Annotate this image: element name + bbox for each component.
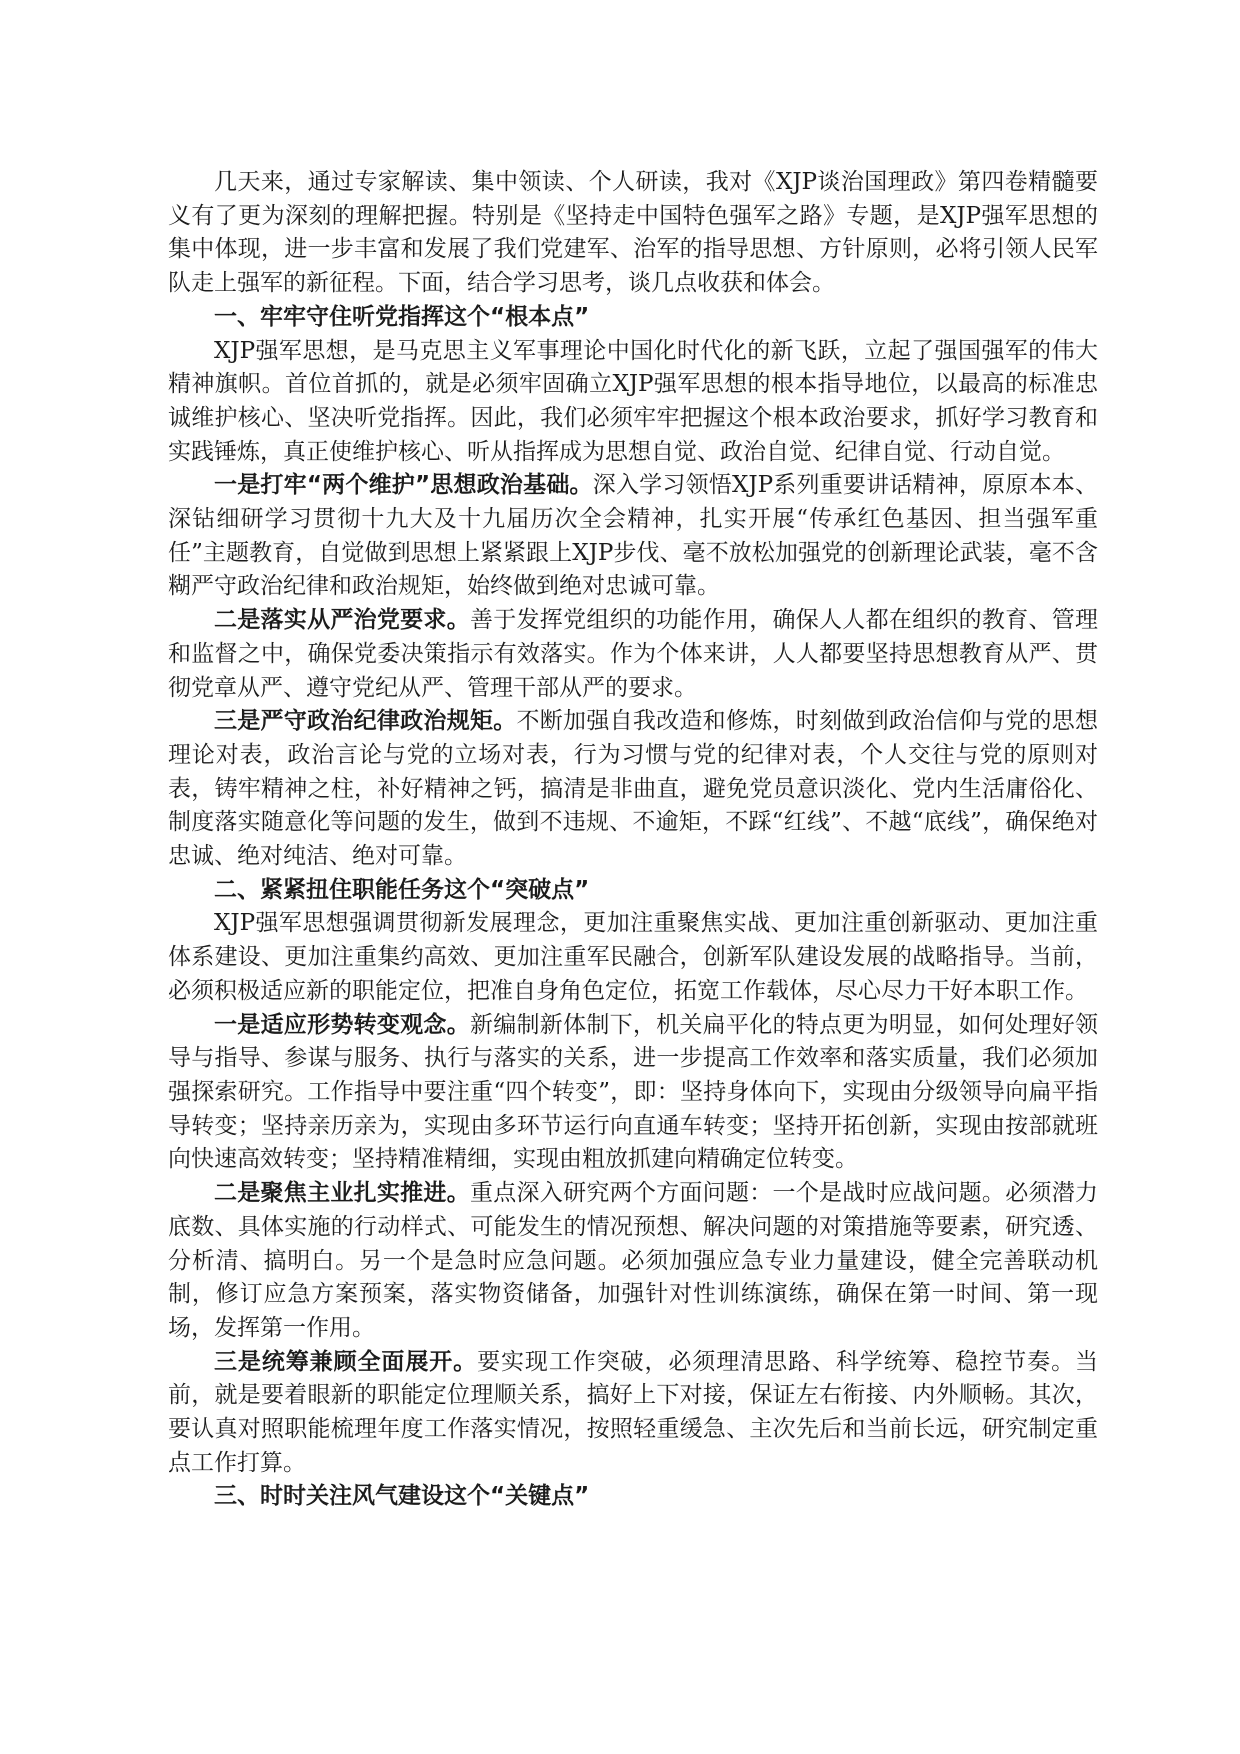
point-text: 新编制新体制下，机关扁平化的特点更为明显，如何处理好领导与指导、参谋与服务、执行与落实的关系，进一步提高工作效率和落实质量，我们必须加强探索研究。工作指导中要注重“四个转变”，即：坚持身体向下，实现由分级领导向扁平指导转变；坚持亲历亲为，实现由多环节运行向直通车转变；坚持开拓创新，实现由按部就班向快速高效转变；坚持精准精细，实现由粗放抓建向精确定位转变。 [168,1011,1099,1173]
point-paragraph [168,1346,1098,1481]
section-body-2: XJP强军思想强调贯彻新发展理念，更加注重聚焦实战、更加注重创新驱动、更加注重体系建设、更加注重集约高效、更加注重军民融合，创新军队建设发展的战略指导。当前，必须积极适应新的职能定位，把准自身角色定位，拓宽工作载体，尽心尽力干好本职工作。 [168,910,1098,1004]
point-lead: 二是聚焦主业扎实推进。 [214,1180,470,1207]
point-text: 要实现工作突破，必须理清思路、科学统筹、稳控节奏。当前，就是要着眼新的职能定位理顺关系，搞好上下对接，保证左右衔接、内外顺畅。其次，要认真对照职能梳理年度工作落实情况，按照轻重缓急、主次先后和当前长远，研究制定重点工作打算。 [168,1348,1099,1476]
section-body-1: XJP强军思想，是马克思主义军事理论中国化时代化的新飞跃，立起了强国强军的伟大精神旗帜。首位首抓的，就是必须牢固确立XJP强军思想的根本指导地位，以最高的标准忠诚维护核心、坚决听党指挥。因此，我们必须牢牢把握这个根本政治要求，抓好学习教育和实践锤炼，真正使维护核心、听从指挥成为思想自觉、政治自觉、纪律自觉、行动自觉。 [168,337,1098,465]
point-text: 深入学习领悟XJP系列重要讲话精神，原原本本、深钻细研学习贯彻十九大及十九届历次全会精神，扎实开展“传承红色基因、担当强军重任”主题教育，自觉做到思想上紧紧跟上XJP步伐、毫不放松加强党的创新理论武装，毫不含糊严守政治纪律和政治规矩，始终做到绝对忠诚可靠。 [168,472,1098,600]
point-paragraph [168,705,1098,874]
point-paragraph [168,1009,1098,1178]
section-heading-1: 一、牢牢守住听党指挥这个“根本点” [214,303,590,330]
point-lead: 一是打牢“两个维护”思想政治基础。 [214,472,593,499]
point-paragraph [168,604,1098,705]
point-lead: 三是严守政治纪律政治规矩。 [214,708,517,735]
point-lead: 二是落实从严治党要求。 [214,607,470,634]
point-paragraph [168,469,1098,604]
section-heading-3: 三、时时关注风气建设这个“关键点” [214,1483,590,1510]
intro-paragraph: 几天来，通过专家解读、集中领读、个人研读，我对《XJP谈治国理政》第四卷精髓要义有了更为深刻的理解把握。特别是《坚持走中国特色强军之路》专题，是XJP强军思想的集中体现，进一步丰富和发展了我们党建军、治军的指导思想、方针原则，必将引领人民军队走上强军的新征程。下面，结合学习思考，谈几点收获和体会。 [168,169,1098,297]
document-page [168,166,1098,1514]
point-lead: 一是适应形势转变观念。 [214,1011,470,1038]
point-paragraph [168,1177,1098,1346]
point-text: 善于发挥党组织的功能作用，确保人人都在组织的教育、管理和监督之中，确保党委决策指示有效落实。作为个体来讲，人人都要坚持思想教育从严、贯彻党章从严、遵守党纪从严、管理干部从严的要求。 [168,607,1099,701]
point-text: 重点深入研究两个方面问题：一个是战时应战问题。必须潜力底数、具体实施的行动样式、可能发生的情况预想、解决问题的对策措施等要素，研究透、分析清、搞明白。另一个是急时应急问题。必须加强应急专业力量建设，健全完善联动机制，修订应急方案预案，落实物资储备，加强针对性训练演练，确保在第一时间、第一现场，发挥第一作用。 [168,1180,1099,1341]
section-heading-2: 二、紧紧扭住职能任务这个“突破点” [214,876,590,903]
point-lead: 三是统筹兼顾全面展开。 [214,1348,478,1375]
point-text: 不断加强自我改造和修炼，时刻做到政治信仰与党的思想理论对表，政治言论与党的立场对表，行为习惯与党的纪律对表，个人交往与党的原则对表，铸牢精神之柱，补好精神之钙，搞清是非曲直，避免党员意识淡化、党内生活庸俗化、制度落实随意化等问题的发生，做到不违规、不逾矩，不踩“红线”、不越“底线”，确保绝对忠诚、绝对纯洁、绝对可靠。 [168,708,1099,870]
